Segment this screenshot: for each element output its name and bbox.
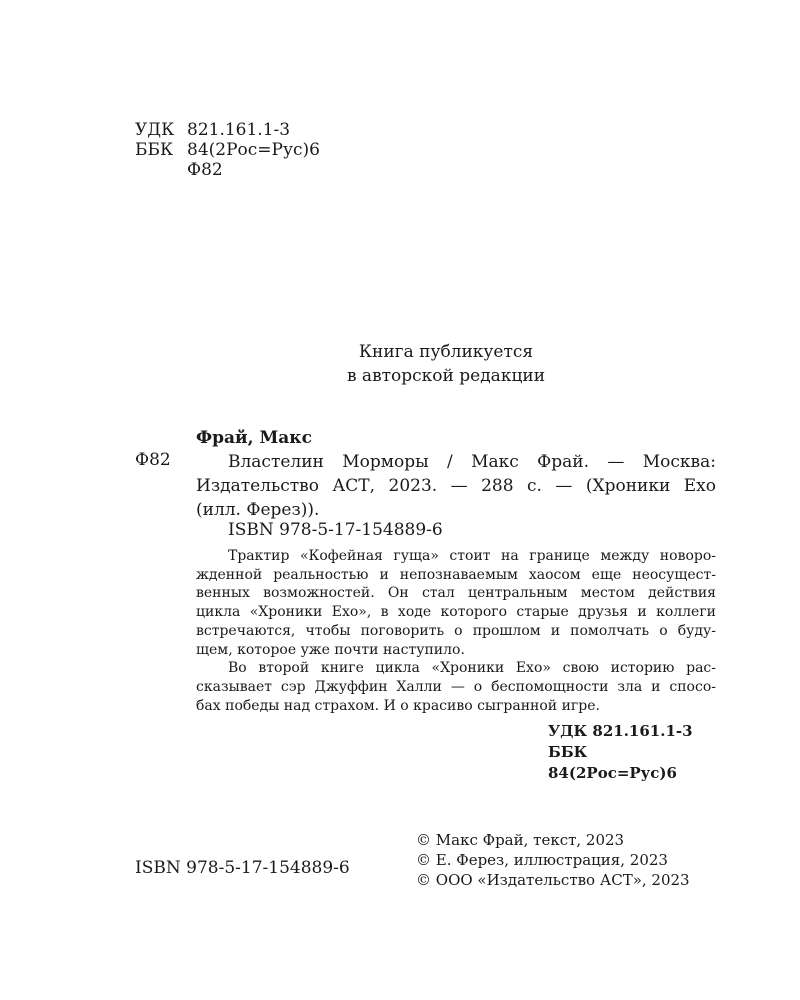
footer-isbn: ISBN 978-5-17-154889-6 (135, 858, 350, 878)
bbk-label: ББК (135, 140, 174, 160)
annotation-line: венных возможностей. Он стал центральным местом действия (196, 585, 716, 602)
copyright-block (416, 830, 690, 890)
annotation-line: цикла «Хроники Ехо», в ходе которого старые друзья и коллеги (196, 604, 716, 621)
author-edition-notice (0, 340, 800, 388)
classification-block-top (135, 120, 320, 180)
notice-line: в авторской редакции (346, 366, 546, 386)
copyright-line: © Макс Фрай, текст, 2023 (416, 831, 625, 849)
author-mark-row (135, 160, 320, 180)
record-author-mark: Ф82 (135, 450, 171, 470)
annotation-line: щем, которое уже почти наступило. (196, 641, 465, 658)
annotation-line: встречаются, чтобы поговорить о прошлом и помолчать о буду- (196, 622, 716, 639)
annotation-line: сказывает сэр Джуффин Халли — о беспомощности зла и спосо- (196, 678, 716, 695)
annotation-line: бах победы над страхом. И о красиво сыгранной игре. (196, 697, 600, 714)
bbk-right-value: 84(2Рос=Рус)6 (548, 764, 677, 782)
notice-line: Книга публикуется (358, 342, 534, 362)
record-author: Фрай, Макс (196, 428, 312, 448)
description-line: (илл. Ферез)). (196, 500, 320, 520)
bibliographic-description (196, 450, 716, 522)
record-isbn: ISBN 978-5-17-154889-6 (228, 520, 443, 540)
copyright-line: © ООО «Издательство АСТ», 2023 (416, 871, 690, 889)
bbk-value: 84(2Рос=Рус)6 (187, 140, 320, 160)
annotation-line: жденной реальностью и непознаваемым хаосом еще неосущест- (196, 566, 716, 583)
bbk-right-label: ББК (548, 743, 588, 761)
udk-right: УДК 821.161.1-3 (548, 722, 693, 740)
udk-value: 821.161.1-3 (187, 120, 291, 140)
bbk-row (135, 140, 320, 160)
classification-block-right (548, 721, 693, 784)
annotation-line: Во второй книге цикла «Хроники Ехо» свою историю рас- (228, 660, 716, 677)
description-line: Властелин Морморы / Макс Фрай. — Москва: (228, 452, 716, 472)
copyright-line: © Е. Ферез, иллюстрация, 2023 (416, 851, 668, 869)
description-line: Издательство АСТ, 2023. — 288 с. — (Хроники Ехо (196, 476, 716, 496)
udk-row (135, 120, 320, 140)
author-mark-top: Ф82 (187, 160, 223, 180)
udk-label: УДК (135, 120, 175, 140)
annotation-line: Трактир «Кофейная гуща» стоит на границе между новоро- (228, 548, 716, 564)
annotation (196, 547, 716, 715)
